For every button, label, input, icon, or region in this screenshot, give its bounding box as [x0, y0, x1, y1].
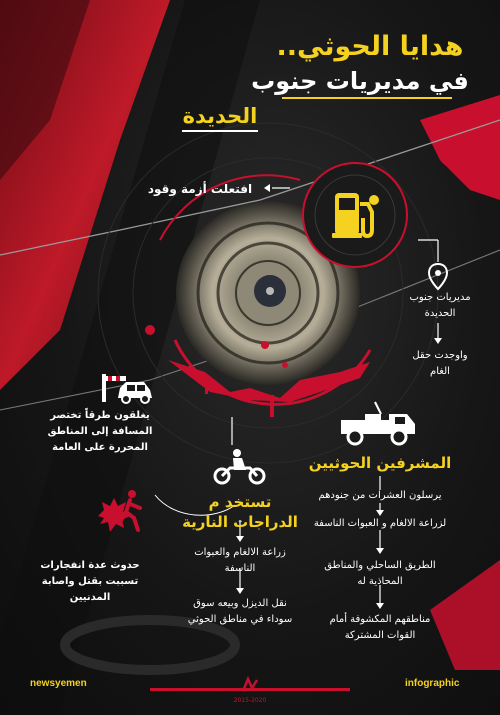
motorbikes-item-2: نقل الديزل وبيعه سوق سوداء في مناطق الحوثي: [187, 598, 293, 625]
supervisors-item-4: مناطقهم المكشوفة أمام القوات المشتركة: [329, 614, 431, 641]
explosion-icon: [90, 488, 150, 540]
fuel-crisis-text: افتعلت أزمة وقود: [147, 182, 253, 196]
motorbikes-heading: تستخد م الدراجات النارية: [182, 493, 298, 531]
footer-years: 2015-2020: [233, 697, 267, 704]
motorbike-icon: [212, 448, 267, 486]
districts-text: مديريات جنوب الحديدة: [409, 292, 471, 319]
supervisors-item-3: الطريق الساحلي والمناطق المحاذية له: [324, 560, 436, 587]
title-line-1: هدايا الحوثي..: [276, 31, 464, 62]
fuel-pump-icon: [300, 160, 410, 270]
subtitle-underline: [182, 130, 258, 132]
brand-logo-icon: [240, 676, 260, 694]
footer-brand: newsyemen: [30, 678, 87, 689]
location-pin-icon: [428, 262, 448, 292]
title-underline: [282, 97, 452, 99]
pickup-truck-icon: [335, 400, 420, 448]
title-line-2: في مديريات جنوب: [251, 67, 469, 95]
explosions-text: حدوث عدة انفجارات تسببت بقتل واصابة المدنيين: [40, 560, 140, 603]
supervisors-heading: المشرفين الحوثيين: [308, 454, 452, 472]
minefield-text: واوجدت حقل الغام: [412, 350, 468, 377]
car-barrier-icon: [100, 368, 155, 408]
supervisors-item-1: يرسلون العشرات من جنودهم: [318, 490, 442, 501]
title-line-3: الحديدة: [182, 104, 258, 128]
supervisors-item-2: لزراعة الالغام و العبوات الناسفة: [313, 518, 447, 529]
footer-type: infographic: [405, 678, 460, 689]
motorbikes-item-1: زراعة الالغام والعبوات الناسفة: [194, 547, 286, 574]
roads-text: يغلقون طرقاً تختصر المسافة إلى المناطق المحررة على العامة: [47, 410, 153, 453]
